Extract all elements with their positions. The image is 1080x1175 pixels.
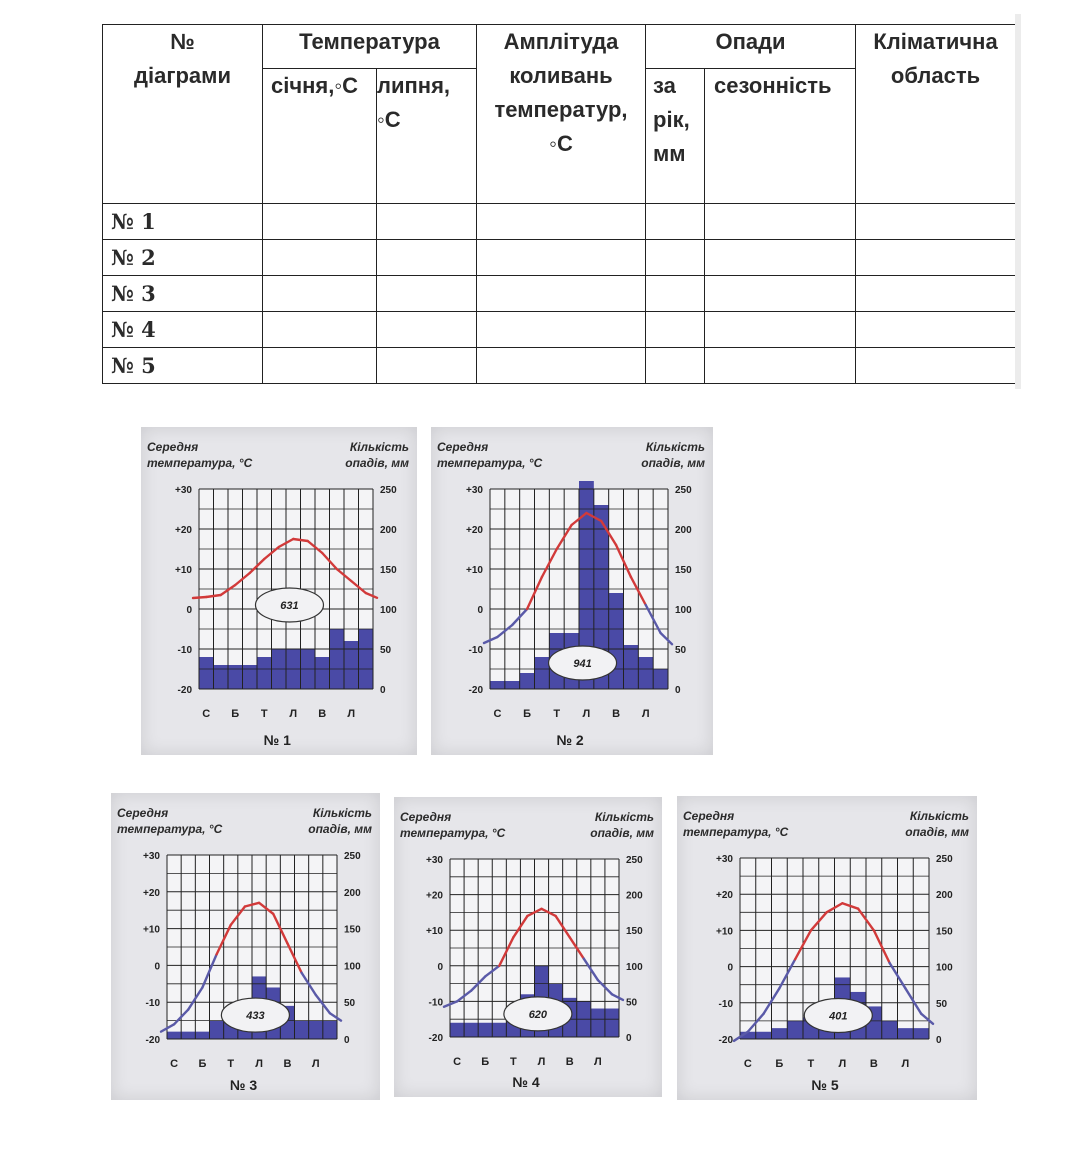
precip-tick-label: 250 [675, 485, 692, 496]
row-label: № 3 [103, 276, 263, 312]
row-label: № 1 [103, 204, 263, 240]
header-july: липня, ◦С [377, 69, 477, 204]
cell-seasonality[interactable] [705, 276, 856, 312]
cell-region[interactable] [856, 312, 1016, 348]
temp-tick-label: 0 [154, 961, 160, 973]
climate-chart-svg [394, 797, 662, 1097]
temp-tick-label: +30 [143, 851, 160, 862]
month-label: С [453, 1056, 462, 1068]
month-label: Л [311, 1058, 320, 1070]
annual-total-label: 620 [528, 1008, 548, 1021]
cell-seasonality[interactable] [705, 312, 856, 348]
temp-tick-label: +20 [716, 890, 733, 902]
precip-tick-label: 100 [344, 961, 361, 973]
precip-bar [359, 629, 374, 689]
precip-bar [195, 1032, 209, 1039]
precip-tick-label: 50 [626, 997, 638, 1009]
precip-tick-label: 0 [380, 685, 386, 696]
annual-total-label: 401 [829, 1010, 848, 1023]
precip-tick-label: 100 [380, 605, 397, 616]
cell-region[interactable] [856, 204, 1016, 240]
precip-bar [243, 665, 258, 689]
precip-tick-label: 200 [344, 887, 361, 899]
temp-tick-label: 0 [477, 605, 483, 616]
climate-chart-svg [111, 793, 380, 1100]
temp-tick-label: -10 [468, 645, 483, 656]
temp-tick-label: -20 [718, 1035, 733, 1046]
precip-bar [181, 1032, 195, 1039]
precip-tick-label: 150 [675, 565, 692, 576]
precip-tick-label: 0 [344, 1035, 350, 1046]
header-climate-region: Кліматична область [856, 25, 1016, 204]
cell-january[interactable] [263, 312, 377, 348]
month-label: В [565, 1056, 574, 1068]
cell-per-year[interactable] [646, 348, 705, 384]
temp-tick-label: -10 [718, 998, 733, 1010]
precip-bar [464, 1023, 478, 1037]
cell-amplitude[interactable] [477, 276, 646, 312]
table-row [103, 240, 1016, 276]
row-label: № 5 [103, 348, 263, 384]
cell-july[interactable] [377, 204, 477, 240]
climate-table-wrapper [102, 24, 1016, 384]
precip-bar [609, 593, 624, 689]
temp-tick-label: -10 [145, 998, 160, 1010]
precip-bar [490, 681, 505, 689]
temp-tick-label: -10 [428, 997, 443, 1009]
annual-total-label: 433 [246, 1010, 265, 1023]
precip-bar [520, 673, 535, 689]
precip-bar [330, 629, 345, 689]
right-axis-label: Кількість опадів, мм [641, 440, 705, 470]
precip-tick-label: 100 [626, 961, 643, 973]
month-label: С [170, 1058, 179, 1070]
month-label: Л [537, 1056, 546, 1068]
precip-bar [591, 1009, 605, 1037]
cell-july[interactable] [377, 240, 477, 276]
precip-tick-label: 250 [936, 854, 953, 865]
precip-tick-label: 150 [344, 924, 361, 936]
cell-january[interactable] [263, 276, 377, 312]
precip-bar [199, 657, 214, 689]
chart-title: № 4 [512, 1074, 540, 1090]
right-axis-label: Кількість опадів, мм [345, 440, 409, 470]
cell-per-year[interactable] [646, 204, 705, 240]
temp-tick-label: +20 [466, 525, 483, 536]
cell-amplitude[interactable] [477, 348, 646, 384]
climate-chart-svg [431, 427, 713, 755]
cell-january[interactable] [263, 204, 377, 240]
month-label: Б [481, 1056, 490, 1068]
table-row [103, 276, 1016, 312]
cell-amplitude[interactable] [477, 240, 646, 276]
month-label: Л [641, 708, 650, 720]
month-label: С [743, 1058, 752, 1070]
cell-july[interactable] [377, 276, 477, 312]
annual-total-label: 941 [573, 658, 592, 670]
row-label: № 2 [103, 240, 263, 276]
precip-bar [478, 1023, 492, 1037]
header-temperature: Температура [263, 25, 477, 69]
temp-tick-label: +20 [175, 525, 192, 536]
left-axis-label: Середня температура, °С [683, 809, 789, 839]
month-label: Л [289, 708, 298, 720]
precip-bar [315, 657, 330, 689]
precip-bar [653, 669, 668, 689]
precip-bar [605, 1009, 619, 1037]
row-label: № 4 [103, 312, 263, 348]
precip-tick-label: 250 [380, 485, 397, 496]
temp-tick-label: +10 [716, 926, 733, 938]
precip-bar [787, 1021, 803, 1039]
temp-tick-label: +20 [143, 887, 160, 899]
precip-bar [214, 665, 229, 689]
chart-title: № 1 [263, 732, 291, 748]
temperature-line-segment [193, 597, 206, 598]
precip-tick-label: 50 [936, 998, 948, 1010]
month-label: С [493, 708, 502, 720]
precip-bar [913, 1028, 929, 1039]
header-amplitude: Амплітуда коливань температур, ◦С [477, 25, 646, 204]
month-label: Л [838, 1058, 847, 1070]
cell-region[interactable] [856, 276, 1016, 312]
temp-tick-label: 0 [186, 605, 192, 616]
temp-tick-label: -20 [468, 685, 483, 696]
month-label: Т [553, 708, 561, 720]
left-axis-label: Середня температура, °С [437, 440, 543, 470]
cell-per-year[interactable] [646, 312, 705, 348]
precip-tick-label: 200 [626, 890, 643, 902]
month-label: Б [775, 1058, 784, 1070]
chart-title: № 5 [811, 1077, 839, 1093]
precip-tick-label: 0 [936, 1035, 942, 1046]
precip-tick-label: 200 [380, 525, 397, 536]
cell-amplitude[interactable] [477, 204, 646, 240]
month-label: Л [594, 1056, 602, 1068]
cell-july[interactable] [377, 348, 477, 384]
precip-bar [344, 641, 359, 689]
precip-tick-label: 200 [675, 525, 692, 536]
precip-bar [505, 681, 520, 689]
month-label: Б [523, 708, 532, 720]
temp-tick-label: 0 [437, 961, 443, 973]
precip-tick-label: 100 [675, 605, 692, 616]
month-label: Л [347, 708, 356, 720]
month-label: В [283, 1058, 292, 1070]
climate-table [102, 24, 1016, 384]
precip-bar [535, 657, 550, 689]
header-january: січня,◦С [263, 69, 377, 204]
climate-chart-1 [141, 427, 417, 755]
precip-tick-label: 50 [344, 998, 356, 1010]
month-label: Т [807, 1058, 815, 1070]
precip-tick-label: 250 [626, 855, 643, 866]
precip-bar [257, 657, 272, 689]
temp-tick-label: +10 [175, 565, 192, 576]
precip-bar [756, 1032, 772, 1039]
table-row [103, 348, 1016, 384]
month-label: Б [198, 1058, 207, 1070]
month-label: С [202, 708, 211, 720]
climate-chart-3 [111, 793, 380, 1100]
cell-seasonality[interactable] [705, 348, 856, 384]
temp-tick-label: +10 [143, 924, 160, 936]
month-label: Т [260, 708, 268, 720]
precip-tick-label: 50 [675, 645, 687, 656]
right-axis-label: Кількість опадів, мм [590, 810, 654, 840]
temp-tick-label: +10 [426, 926, 443, 938]
left-axis-label: Середня температура, °С [117, 806, 223, 836]
month-label: В [869, 1058, 878, 1070]
precip-bar [624, 645, 639, 689]
temp-tick-label: 0 [727, 962, 733, 974]
month-label: Л [582, 708, 591, 720]
temp-tick-label: +30 [426, 855, 443, 866]
precip-bar [323, 1021, 337, 1039]
table-row [103, 312, 1016, 348]
cell-july[interactable] [377, 312, 477, 348]
left-axis-label: Середня температура, °С [147, 440, 253, 470]
precip-tick-label: 100 [936, 962, 953, 974]
temp-tick-label: -20 [177, 685, 192, 696]
left-axis-label: Середня температура, °С [400, 810, 506, 840]
cell-january[interactable] [263, 348, 377, 384]
month-label: В [612, 708, 621, 720]
right-axis-label: Кількість опадів, мм [308, 806, 372, 836]
precip-tick-label: 0 [675, 685, 681, 696]
temp-tick-label: +30 [175, 485, 192, 496]
temp-tick-label: +30 [466, 485, 483, 496]
precip-tick-label: 200 [936, 890, 953, 902]
climate-chart-svg [677, 796, 977, 1100]
temp-tick-label: +20 [426, 890, 443, 902]
climate-chart-svg [141, 427, 417, 755]
chart-title: № 2 [556, 732, 584, 748]
cell-per-year[interactable] [646, 276, 705, 312]
climate-chart-5 [677, 796, 977, 1100]
cell-january[interactable] [263, 240, 377, 276]
precip-bar [492, 1023, 506, 1037]
month-label: Л [255, 1058, 263, 1070]
cell-region[interactable] [856, 240, 1016, 276]
temp-tick-label: -20 [428, 1033, 443, 1044]
header-per-year: за рік, мм [646, 69, 705, 204]
precip-bar [228, 665, 243, 689]
cell-seasonality[interactable] [705, 240, 856, 276]
precip-bar [450, 1023, 464, 1037]
chart-title: № 3 [229, 1077, 258, 1093]
header-diagram-number: № діаграми [103, 25, 263, 204]
precip-bar [295, 1021, 309, 1039]
precip-tick-label: 150 [936, 926, 953, 938]
precip-tick-label: 150 [380, 565, 397, 576]
month-label: Т [510, 1056, 517, 1068]
table-row [103, 204, 1016, 240]
precip-bar [210, 1021, 224, 1039]
temp-tick-label: +30 [716, 854, 733, 865]
temp-tick-label: -20 [145, 1035, 160, 1046]
annual-total-label: 631 [280, 600, 299, 612]
cell-amplitude[interactable] [477, 312, 646, 348]
cell-seasonality[interactable] [705, 204, 856, 240]
precip-tick-label: 0 [626, 1033, 632, 1044]
cell-per-year[interactable] [646, 240, 705, 276]
precip-bar [772, 1028, 788, 1039]
precip-bar [882, 1021, 898, 1039]
precip-bar [638, 657, 653, 689]
month-label: В [318, 708, 327, 720]
precip-tick-label: 150 [626, 926, 643, 938]
precip-bar [898, 1028, 914, 1039]
temp-tick-label: -10 [177, 645, 192, 656]
header-seasonality: сезонність [705, 69, 856, 204]
precip-bar [309, 1021, 323, 1039]
climate-chart-2 [431, 427, 713, 755]
right-axis-label: Кількість опадів, мм [905, 809, 969, 839]
month-label: Б [231, 708, 240, 720]
month-label: Л [901, 1058, 910, 1070]
climate-chart-4 [394, 797, 662, 1097]
month-label: Т [227, 1058, 235, 1070]
cell-region[interactable] [856, 348, 1016, 384]
header-precipitation: Опади [646, 25, 856, 69]
temp-tick-label: +10 [466, 565, 483, 576]
precip-bar [167, 1032, 181, 1039]
precip-tick-label: 50 [380, 645, 392, 656]
precip-tick-label: 250 [344, 851, 361, 862]
